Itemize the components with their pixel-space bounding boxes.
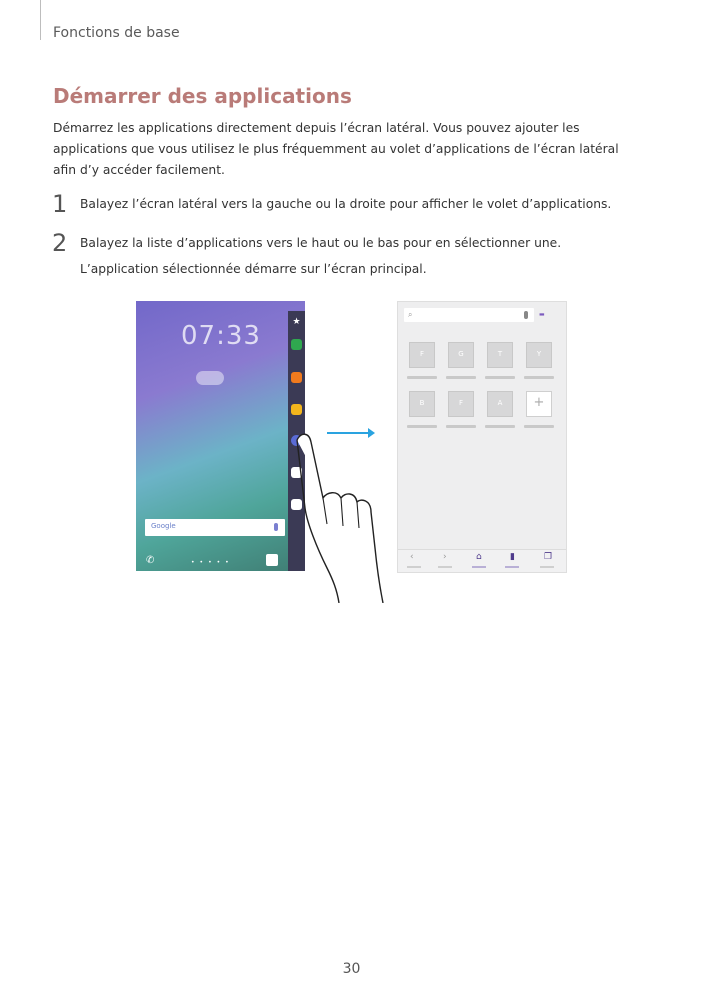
step-1-number: 1 xyxy=(52,190,68,218)
quick-access-tile: Y xyxy=(526,342,552,368)
go-button: ▬ xyxy=(539,311,545,318)
contacts-icon xyxy=(291,372,302,383)
forward-icon: › xyxy=(443,552,447,562)
apps-grid-icon xyxy=(266,554,278,566)
margin-rule xyxy=(40,0,41,40)
quick-access-tile: T xyxy=(487,342,513,368)
home-icon: ⌂ xyxy=(476,552,482,562)
lock-clock: 07:33 xyxy=(181,321,261,351)
quick-access-tile: A xyxy=(487,391,513,417)
hand-gesture-icon xyxy=(283,428,393,603)
bookmark-icon: ▮ xyxy=(510,552,515,562)
home-screen-illustration xyxy=(136,301,305,571)
step-1-text: Balayez l’écran latéral vers la gauche ou la droite pour afficher le volet d’applications. xyxy=(80,197,612,211)
mic-icon xyxy=(524,311,528,319)
phone-icon xyxy=(291,339,302,350)
intro-paragraph: Démarrez les applications directement depuis l’écran latéral. Vous pouvez ajouter les applications que vous utilisez le plus fréquemment au volet d’applications de l’écran latéral afin d’y accéder facilement. xyxy=(53,121,619,177)
email-icon xyxy=(291,404,302,415)
status-bar xyxy=(136,301,305,311)
search-icon: ⌕ xyxy=(408,310,413,319)
quick-access-tile: F xyxy=(409,342,435,368)
back-icon: ‹ xyxy=(410,552,414,562)
tabs-icon: ❐ xyxy=(544,552,553,562)
browser-screen-illustration xyxy=(397,301,567,573)
page-indicator: ••••• xyxy=(191,559,234,566)
quick-access-tile: G xyxy=(448,342,474,368)
google-logo: Google xyxy=(151,522,176,530)
section-title: Démarrer des applications xyxy=(53,84,352,108)
page-number: 30 xyxy=(342,961,361,977)
dock-phone-icon: ✆ xyxy=(146,555,155,566)
quick-access-tile: F xyxy=(448,391,474,417)
weather-widget xyxy=(196,371,224,385)
mic-icon xyxy=(274,523,278,531)
browser-nav-bar xyxy=(398,549,566,572)
chapter-header: Fonctions de base xyxy=(53,25,180,41)
google-search-bar xyxy=(145,519,285,536)
add-tile-icon: + xyxy=(526,391,552,417)
step-2-number: 2 xyxy=(52,229,68,257)
star-icon: ★ xyxy=(292,317,301,327)
quick-access-tile: B xyxy=(409,391,435,417)
step-2-text: Balayez la liste d’applications vers le haut ou le bas pour en sélectionner une. xyxy=(80,236,562,250)
url-bar xyxy=(404,308,534,322)
step-2-note: L’application sélectionnée démarre sur l’écran principal. xyxy=(80,262,427,276)
